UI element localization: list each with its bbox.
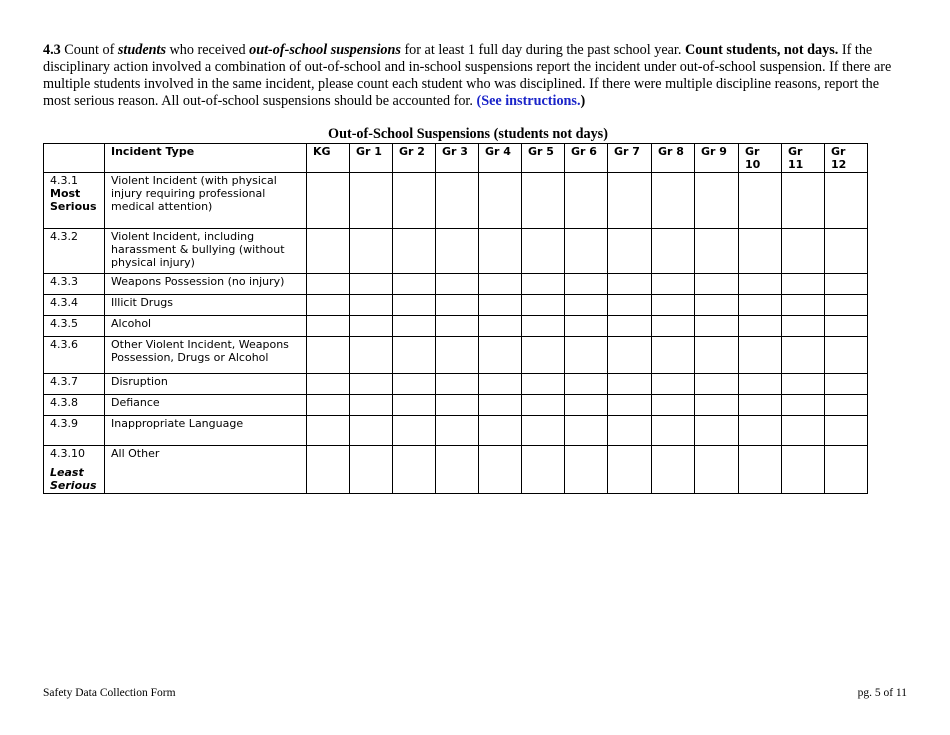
count-entry-cell[interactable] bbox=[565, 446, 608, 494]
count-entry-cell[interactable] bbox=[608, 173, 652, 229]
count-entry-cell[interactable] bbox=[522, 173, 565, 229]
count-entry-cell[interactable] bbox=[565, 316, 608, 337]
count-entry-cell[interactable] bbox=[350, 395, 393, 416]
count-entry-cell[interactable] bbox=[522, 374, 565, 395]
count-entry-cell[interactable] bbox=[652, 295, 695, 316]
count-entry-cell[interactable] bbox=[436, 374, 479, 395]
count-entry-cell[interactable] bbox=[565, 337, 608, 374]
count-entry-cell[interactable] bbox=[350, 229, 393, 274]
count-entry-cell[interactable] bbox=[565, 395, 608, 416]
count-entry-cell[interactable] bbox=[782, 337, 825, 374]
table-row bbox=[44, 316, 868, 337]
count-entry-cell[interactable] bbox=[393, 173, 436, 229]
count-entry-cell[interactable] bbox=[652, 316, 695, 337]
count-entry-cell[interactable] bbox=[307, 316, 350, 337]
count-entry-cell[interactable] bbox=[350, 274, 393, 295]
count-entry-cell[interactable] bbox=[565, 173, 608, 229]
row-incident-type: Disruption bbox=[105, 374, 307, 395]
count-entry-cell[interactable] bbox=[652, 337, 695, 374]
count-entry-cell[interactable] bbox=[608, 416, 652, 446]
row-incident-type: Alcohol bbox=[105, 316, 307, 337]
see-instructions-link[interactable]: See instructions. bbox=[481, 93, 581, 109]
count-entry-cell[interactable] bbox=[479, 446, 522, 494]
count-entry-cell[interactable] bbox=[565, 374, 608, 395]
count-entry-cell[interactable] bbox=[307, 446, 350, 494]
paren-open: ( bbox=[476, 93, 482, 109]
count-entry-cell[interactable] bbox=[695, 229, 739, 274]
header-kg: KG bbox=[307, 144, 350, 173]
count-entry-cell[interactable] bbox=[652, 173, 695, 229]
header-gr7: Gr 7 bbox=[608, 144, 652, 173]
row-incident-type: Inappropriate Language bbox=[105, 416, 307, 446]
header-gr1: Gr 1 bbox=[350, 144, 393, 173]
header-gr2: Gr 2 bbox=[393, 144, 436, 173]
count-entry-cell[interactable] bbox=[782, 316, 825, 337]
count-entry-cell[interactable] bbox=[393, 395, 436, 416]
count-entry-cell[interactable] bbox=[436, 229, 479, 274]
count-entry-cell[interactable] bbox=[479, 274, 522, 295]
count-entry-cell[interactable] bbox=[479, 316, 522, 337]
section-intro bbox=[43, 42, 905, 110]
count-entry-cell[interactable] bbox=[565, 416, 608, 446]
count-entry-cell[interactable] bbox=[695, 446, 739, 494]
suspensions-table bbox=[43, 143, 868, 494]
count-entry-cell[interactable] bbox=[695, 337, 739, 374]
count-entry-cell[interactable] bbox=[307, 395, 350, 416]
count-entry-cell[interactable] bbox=[608, 337, 652, 374]
row-code-cell bbox=[44, 416, 105, 446]
count-entry-cell[interactable] bbox=[565, 274, 608, 295]
count-entry-cell[interactable] bbox=[479, 395, 522, 416]
count-entry-cell[interactable] bbox=[739, 337, 782, 374]
intro-text-3: for at least 1 full day during the past school year. bbox=[400, 42, 685, 58]
count-entry-cell[interactable] bbox=[608, 274, 652, 295]
count-entry-cell[interactable] bbox=[522, 295, 565, 316]
count-entry-cell[interactable] bbox=[393, 446, 436, 494]
row-code: 4.3.6 bbox=[50, 338, 78, 351]
count-entry-cell[interactable] bbox=[393, 316, 436, 337]
row-severity-label: Most Serious bbox=[50, 187, 97, 213]
table-row bbox=[44, 374, 868, 395]
count-entry-cell[interactable] bbox=[825, 173, 868, 229]
count-entry-cell[interactable] bbox=[825, 416, 868, 446]
count-entry-cell[interactable] bbox=[307, 274, 350, 295]
count-entry-cell[interactable] bbox=[393, 229, 436, 274]
count-entry-cell[interactable] bbox=[436, 337, 479, 374]
count-entry-cell[interactable] bbox=[522, 229, 565, 274]
count-entry-cell[interactable] bbox=[825, 395, 868, 416]
count-entry-cell[interactable] bbox=[436, 274, 479, 295]
count-entry-cell[interactable] bbox=[522, 274, 565, 295]
count-entry-cell[interactable] bbox=[522, 395, 565, 416]
count-entry-cell[interactable] bbox=[608, 395, 652, 416]
row-code: 4.3.3 bbox=[50, 275, 78, 288]
intro-oos: out-of-school suspensions bbox=[249, 42, 401, 58]
count-entry-cell[interactable] bbox=[782, 295, 825, 316]
count-entry-cell[interactable] bbox=[739, 274, 782, 295]
count-entry-cell[interactable] bbox=[825, 229, 868, 274]
count-entry-cell[interactable] bbox=[479, 173, 522, 229]
count-entry-cell[interactable] bbox=[782, 374, 825, 395]
row-code-cell bbox=[44, 295, 105, 316]
count-entry-cell[interactable] bbox=[825, 446, 868, 494]
count-entry-cell[interactable] bbox=[307, 229, 350, 274]
count-entry-cell[interactable] bbox=[350, 446, 393, 494]
header-gr4: Gr 4 bbox=[479, 144, 522, 173]
header-gr3: Gr 3 bbox=[436, 144, 479, 173]
count-entry-cell[interactable] bbox=[565, 229, 608, 274]
count-entry-cell[interactable] bbox=[307, 295, 350, 316]
count-entry-cell[interactable] bbox=[436, 395, 479, 416]
row-incident-type: Weapons Possession (no injury) bbox=[105, 274, 307, 295]
count-entry-cell[interactable] bbox=[608, 316, 652, 337]
count-entry-cell[interactable] bbox=[522, 337, 565, 374]
count-entry-cell[interactable] bbox=[652, 274, 695, 295]
count-entry-cell[interactable] bbox=[782, 416, 825, 446]
count-entry-cell[interactable] bbox=[393, 416, 436, 446]
count-entry-cell[interactable] bbox=[739, 416, 782, 446]
count-entry-cell[interactable] bbox=[739, 295, 782, 316]
intro-students: students bbox=[117, 42, 166, 58]
count-entry-cell[interactable] bbox=[393, 337, 436, 374]
count-entry-cell[interactable] bbox=[350, 295, 393, 316]
header-gr10: Gr 10 bbox=[739, 144, 782, 173]
count-entry-cell[interactable] bbox=[479, 416, 522, 446]
count-entry-cell[interactable] bbox=[695, 274, 739, 295]
header-gr11: Gr 11 bbox=[782, 144, 825, 173]
count-entry-cell[interactable] bbox=[307, 374, 350, 395]
row-code: 4.3.5 bbox=[50, 317, 78, 330]
row-incident-type: Violent Incident (with physical injury requiring professional medical attention) bbox=[105, 173, 307, 229]
count-entry-cell[interactable] bbox=[350, 374, 393, 395]
count-entry-cell[interactable] bbox=[739, 173, 782, 229]
count-entry-cell[interactable] bbox=[479, 229, 522, 274]
count-entry-cell[interactable] bbox=[436, 173, 479, 229]
count-entry-cell[interactable] bbox=[695, 316, 739, 337]
header-row bbox=[44, 144, 868, 173]
count-entry-cell[interactable] bbox=[350, 316, 393, 337]
table-row bbox=[44, 173, 868, 229]
row-code: 4.3.1 bbox=[50, 174, 78, 187]
table-row bbox=[44, 416, 868, 446]
count-entry-cell[interactable] bbox=[652, 395, 695, 416]
header-code bbox=[44, 144, 105, 173]
row-severity-label: Least Serious bbox=[50, 466, 97, 492]
footer-page-number: pg. 5 of 11 bbox=[857, 687, 907, 699]
count-entry-cell[interactable] bbox=[825, 316, 868, 337]
intro-text-2: who received bbox=[166, 42, 250, 58]
count-entry-cell[interactable] bbox=[393, 295, 436, 316]
count-entry-cell[interactable] bbox=[739, 229, 782, 274]
count-entry-cell[interactable] bbox=[479, 337, 522, 374]
count-entry-cell[interactable] bbox=[652, 374, 695, 395]
row-code-cell bbox=[44, 374, 105, 395]
row-code: 4.3.10 bbox=[50, 447, 85, 460]
header-gr12: Gr 12 bbox=[825, 144, 868, 173]
table-row bbox=[44, 446, 868, 494]
count-entry-cell[interactable] bbox=[479, 374, 522, 395]
count-entry-cell[interactable] bbox=[652, 229, 695, 274]
row-code-cell bbox=[44, 446, 105, 494]
row-code: 4.3.7 bbox=[50, 375, 78, 388]
table-row bbox=[44, 274, 868, 295]
count-entry-cell[interactable] bbox=[739, 395, 782, 416]
count-entry-cell[interactable] bbox=[436, 295, 479, 316]
count-entry-cell[interactable] bbox=[522, 316, 565, 337]
intro-text-4: If the disciplinary action involved a combination of out-of-school and in-school suspensions report the incident under out-of-school suspension. If there are multiple students involved in the same incident, please count each student who was disciplined. If there were multiple discipline reasons, report the most serious reason. All out-of-school suspensions should be accounted for. bbox=[43, 42, 892, 109]
row-incident-type: Illicit Drugs bbox=[105, 295, 307, 316]
count-entry-cell[interactable] bbox=[393, 374, 436, 395]
count-entry-cell[interactable] bbox=[608, 295, 652, 316]
count-entry-cell[interactable] bbox=[393, 274, 436, 295]
count-entry-cell[interactable] bbox=[695, 374, 739, 395]
count-entry-cell[interactable] bbox=[739, 446, 782, 494]
header-incident-type: Incident Type bbox=[105, 144, 307, 173]
count-entry-cell[interactable] bbox=[608, 229, 652, 274]
header-gr9: Gr 9 bbox=[695, 144, 739, 173]
header-gr8: Gr 8 bbox=[652, 144, 695, 173]
row-code-cell bbox=[44, 316, 105, 337]
count-entry-cell[interactable] bbox=[825, 337, 868, 374]
table-row bbox=[44, 337, 868, 374]
count-entry-cell[interactable] bbox=[436, 446, 479, 494]
count-entry-cell[interactable] bbox=[350, 416, 393, 446]
count-entry-cell[interactable] bbox=[782, 274, 825, 295]
row-code: 4.3.9 bbox=[50, 417, 78, 430]
count-entry-cell[interactable] bbox=[652, 416, 695, 446]
count-entry-cell[interactable] bbox=[522, 416, 565, 446]
count-entry-cell[interactable] bbox=[782, 229, 825, 274]
count-entry-cell[interactable] bbox=[739, 374, 782, 395]
row-code: 4.3.8 bbox=[50, 396, 78, 409]
row-code: 4.3.4 bbox=[50, 296, 78, 309]
count-entry-cell[interactable] bbox=[565, 295, 608, 316]
count-entry-cell[interactable] bbox=[522, 446, 565, 494]
count-entry-cell[interactable] bbox=[350, 173, 393, 229]
row-code-cell bbox=[44, 395, 105, 416]
header-gr5: Gr 5 bbox=[522, 144, 565, 173]
count-entry-cell[interactable] bbox=[307, 416, 350, 446]
count-entry-cell[interactable] bbox=[782, 173, 825, 229]
count-entry-cell[interactable] bbox=[479, 295, 522, 316]
table-row bbox=[44, 229, 868, 274]
count-entry-cell[interactable] bbox=[307, 337, 350, 374]
count-entry-cell[interactable] bbox=[695, 173, 739, 229]
count-entry-cell[interactable] bbox=[825, 374, 868, 395]
count-entry-cell[interactable] bbox=[652, 446, 695, 494]
row-code-cell bbox=[44, 229, 105, 274]
row-incident-type: Defiance bbox=[105, 395, 307, 416]
count-entry-cell[interactable] bbox=[695, 395, 739, 416]
count-entry-cell[interactable] bbox=[608, 374, 652, 395]
footer-form-name: Safety Data Collection Form bbox=[43, 687, 176, 699]
count-entry-cell[interactable] bbox=[350, 337, 393, 374]
count-entry-cell[interactable] bbox=[307, 173, 350, 229]
count-entry-cell[interactable] bbox=[436, 416, 479, 446]
row-code-cell bbox=[44, 337, 105, 374]
section-number: 4.3 bbox=[43, 42, 61, 58]
row-code: 4.3.2 bbox=[50, 230, 78, 243]
row-code-cell bbox=[44, 274, 105, 295]
row-incident-type: Violent Incident, including harassment & bullying (without physical injury) bbox=[105, 229, 307, 274]
count-entry-cell[interactable] bbox=[608, 446, 652, 494]
intro-count-note: Count students, not days. bbox=[684, 42, 839, 58]
header-gr6: Gr 6 bbox=[565, 144, 608, 173]
table-title: Out-of-School Suspensions (students not days) bbox=[328, 126, 608, 142]
count-entry-cell[interactable] bbox=[695, 416, 739, 446]
count-entry-cell[interactable] bbox=[739, 316, 782, 337]
row-incident-type: Other Violent Incident, Weapons Possession, Drugs or Alcohol bbox=[105, 337, 307, 374]
table-row bbox=[44, 295, 868, 316]
count-entry-cell[interactable] bbox=[825, 274, 868, 295]
count-entry-cell[interactable] bbox=[695, 295, 739, 316]
count-entry-cell[interactable] bbox=[436, 316, 479, 337]
paren-close: ) bbox=[580, 93, 586, 109]
count-entry-cell[interactable] bbox=[782, 395, 825, 416]
row-incident-type: All Other bbox=[105, 446, 307, 494]
table-row bbox=[44, 395, 868, 416]
row-code-cell bbox=[44, 173, 105, 229]
count-entry-cell[interactable] bbox=[782, 446, 825, 494]
intro-text-1: Count of bbox=[60, 42, 118, 58]
count-entry-cell[interactable] bbox=[825, 295, 868, 316]
